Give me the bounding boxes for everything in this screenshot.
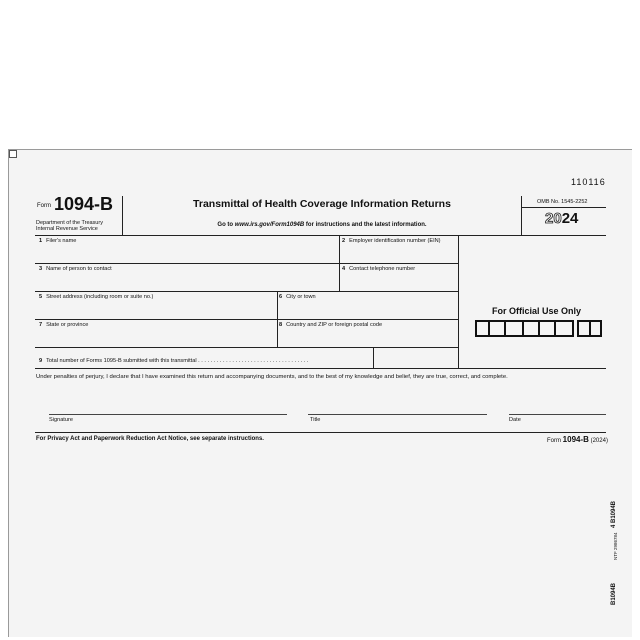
- side-code-2: NTF 2986784: [613, 532, 618, 560]
- field-7-state[interactable]: 7 State or province: [39, 322, 89, 328]
- footer-form-id: Form 1094-B (2024): [547, 435, 608, 444]
- official-use-box-right: [577, 320, 602, 337]
- instructions-suffix: for instructions and the latest information.: [304, 222, 427, 228]
- instructions-prefix: Go to: [217, 222, 235, 228]
- field-4-contact-phone[interactable]: 4 Contact telephone number: [342, 266, 416, 272]
- side-code-1: 4 B1094B: [611, 500, 617, 528]
- field-5-street-address[interactable]: 5 Street address (including room or suite no.): [39, 294, 154, 300]
- official-use-box-left: [475, 320, 574, 337]
- tax-year-outline: 20: [545, 210, 562, 227]
- dept-line2: Internal Revenue Service: [36, 226, 98, 232]
- field-8-zip[interactable]: 8 Country and ZIP or foreign postal code: [279, 322, 383, 328]
- field-3-contact-name[interactable]: 3 Name of person to contact: [39, 266, 112, 272]
- privacy-notice: For Privacy Act and Paperwork Reduction Act Notice, see separate instructions.: [36, 436, 264, 442]
- form-word: Form: [37, 203, 51, 209]
- instructions-line: [123, 222, 521, 228]
- official-use-label: For Official Use Only: [492, 306, 582, 316]
- field-9-total-forms[interactable]: 9 Total number of Forms 1095-B submitted with this transmittal . . . . . . . . . . . . . . . . . . . . . . . . . . . . . . . . . . . .: [39, 358, 309, 364]
- instructions-url[interactable]: www.irs.gov/Form1094B: [234, 222, 305, 228]
- form-number: 1094-B: [54, 194, 114, 214]
- form-code: 110116: [571, 177, 606, 187]
- dept-line1: Department of the Treasury: [36, 220, 103, 226]
- field-6-city[interactable]: 6 City or town: [279, 294, 316, 300]
- field-2-ein[interactable]: 2 Employer identification number (EIN): [342, 238, 441, 244]
- registration-mark: [9, 150, 17, 158]
- title-field[interactable]: Title: [310, 417, 321, 423]
- tax-year: [545, 210, 578, 227]
- perjury-statement: Under penalties of perjury, I declare that I have examined this return and accompanying documents, and to the best of my knowledge and belief, they are true, correct, and complete.: [36, 374, 508, 380]
- tax-year-bold: 24: [561, 210, 579, 227]
- form-1094b-sheet: [8, 149, 632, 637]
- omb-number: OMB No. 1545-2252: [537, 199, 588, 205]
- signature-field[interactable]: Signature: [49, 417, 73, 423]
- form-title: Transmittal of Health Coverage Information Returns: [193, 198, 451, 210]
- field-1-filer-name[interactable]: 1 Filer's name: [39, 238, 77, 244]
- side-code-3: B1094B: [611, 582, 617, 605]
- field-9-dots: . . . . . . . . . . . . . . . . . . . . . . . . . . . . . . . . . . . .: [196, 358, 309, 364]
- date-field[interactable]: Date: [509, 417, 521, 423]
